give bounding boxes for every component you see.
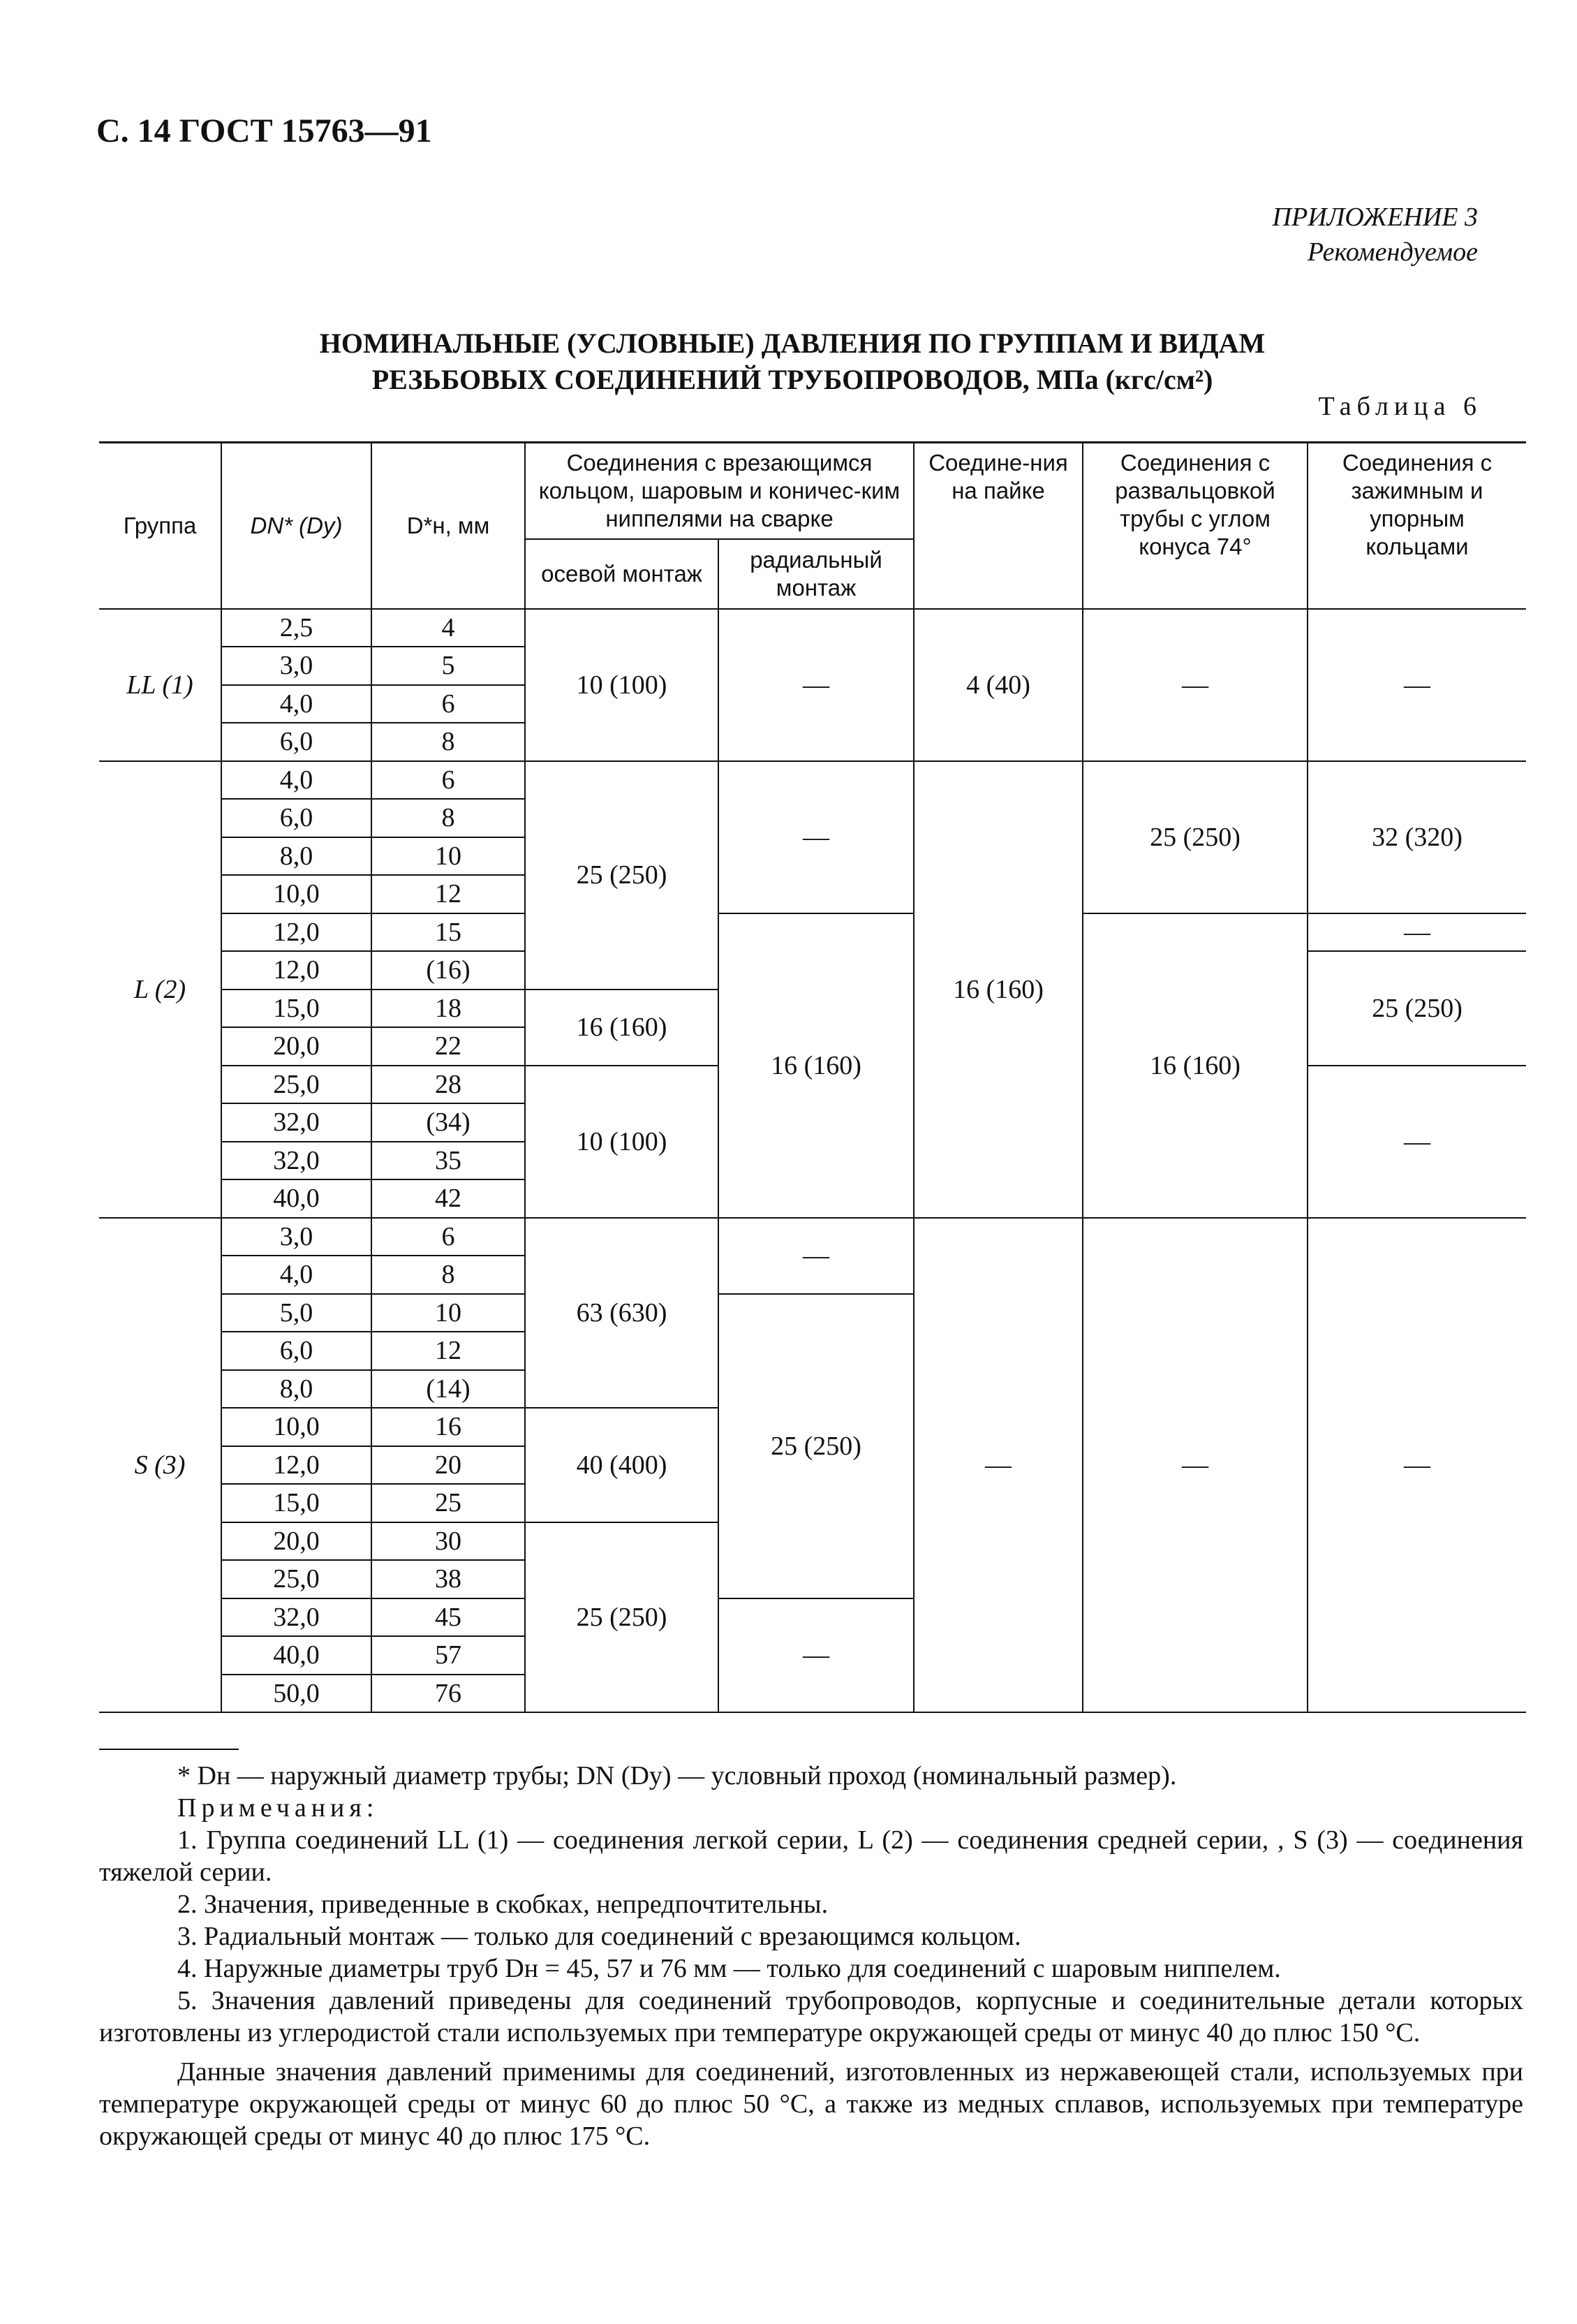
- header-dn: DN* (Dy): [221, 443, 371, 609]
- note-4: 4. Наружные диаметры труб Dн = 45, 57 и 76 мм — только для соединений с шаровым ниппелем.: [177, 1954, 1281, 1983]
- dn-cell: 10,0: [221, 1408, 371, 1446]
- dn-cell: 2,5: [221, 609, 371, 647]
- dh-cell: 35: [371, 1142, 525, 1180]
- dn-cell: 12,0: [221, 1446, 371, 1485]
- notes-heading: Примечания:: [177, 1793, 379, 1823]
- dn-cell: 10,0: [221, 875, 371, 913]
- dn-cell: 20,0: [221, 1522, 371, 1561]
- l-clamp-3: 25 (250): [1308, 951, 1526, 1066]
- dn-cell: 25,0: [221, 1560, 371, 1598]
- l-radial-2: 16 (160): [718, 913, 914, 1218]
- notes-section: [99, 1760, 1523, 2152]
- l-axial-1: 25 (250): [525, 761, 718, 990]
- dn-cell: 5,0: [221, 1294, 371, 1332]
- l-flare-1: 25 (250): [1083, 761, 1308, 913]
- dh-cell: 6: [371, 761, 525, 800]
- dh-cell: 10: [371, 837, 525, 876]
- header-axial: осевой монтаж: [525, 539, 718, 609]
- footnote-rule: [99, 1749, 239, 1750]
- header-clamp-ring: Соединения с зажимным и упорным кольцами: [1308, 443, 1526, 609]
- s-axial-1: 63 (630): [525, 1218, 718, 1409]
- s-radial-1: —: [718, 1218, 914, 1294]
- note-1: 1. Группа соединений LL (1) — соединения легкой серии, L (2) — соединения средней серии, , S (3) — соединения тяжелой серии.: [99, 1825, 1523, 1887]
- dh-cell: 6: [371, 685, 525, 723]
- dh-cell: 45: [371, 1598, 525, 1637]
- ll-axial: 10 (100): [525, 609, 718, 761]
- group-ll: LL (1): [99, 609, 221, 761]
- group-l: L (2): [99, 761, 221, 1218]
- dn-cell: 40,0: [221, 1179, 371, 1218]
- dn-cell: 12,0: [221, 951, 371, 990]
- dh-cell: 8: [371, 799, 525, 837]
- dh-cell: 5: [371, 647, 525, 685]
- table-row: [99, 913, 1526, 952]
- dn-cell: 50,0: [221, 1675, 371, 1713]
- header-ring-connections: Соединения с врезающимся кольцом, шаровым и коничес-ким ниппелями на сварке: [525, 443, 914, 539]
- dn-cell: 15,0: [221, 1484, 371, 1522]
- dh-cell: 28: [371, 1066, 525, 1104]
- dh-cell: 8: [371, 1256, 525, 1294]
- appendix-block: [1273, 200, 1478, 270]
- ll-solder: 4 (40): [914, 609, 1083, 761]
- dh-cell: 76: [371, 1675, 525, 1713]
- table-row: [99, 761, 1526, 800]
- dn-cell: 32,0: [221, 1598, 371, 1637]
- title-line-2: РЕЗЬБОВЫХ СОЕДИНЕНИЙ ТРУБОПРОВОДОВ, МПа (кгс/см²): [371, 364, 1213, 395]
- footnote: * Dн — наружный диаметр трубы; DN (Dy) — условный проход (номинальный размер).: [177, 1761, 1177, 1790]
- l-axial-3: 10 (100): [525, 1066, 718, 1218]
- dh-cell: 12: [371, 1332, 525, 1370]
- dh-cell: 10: [371, 1294, 525, 1332]
- dh-cell: (16): [371, 951, 525, 990]
- dh-cell: 30: [371, 1522, 525, 1561]
- l-flare-2: 16 (160): [1083, 913, 1308, 1218]
- l-radial-1: —: [718, 761, 914, 913]
- dh-cell: (14): [371, 1370, 525, 1409]
- dh-cell: 25: [371, 1484, 525, 1522]
- appendix-subtitle: Рекомендуемое: [1307, 237, 1478, 267]
- s-clamp: —: [1308, 1218, 1526, 1713]
- dn-cell: 20,0: [221, 1027, 371, 1066]
- dh-cell: 38: [371, 1560, 525, 1598]
- s-radial-3: —: [718, 1598, 914, 1713]
- s-radial-2: 25 (250): [718, 1294, 914, 1598]
- s-axial-3: 25 (250): [525, 1522, 718, 1713]
- table-row: [99, 609, 1526, 647]
- table-label: Таблица 6: [1318, 392, 1482, 421]
- dn-cell: 4,0: [221, 685, 371, 723]
- l-axial-2: 16 (160): [525, 990, 718, 1066]
- ll-radial: —: [718, 609, 914, 761]
- note-3: 3. Радиальный монтаж — только для соединений с врезающимся кольцом.: [177, 1922, 1021, 1951]
- dh-cell: 4: [371, 609, 525, 647]
- dh-cell: 57: [371, 1636, 525, 1675]
- dh-cell: 15: [371, 913, 525, 952]
- table-row: [99, 1218, 1526, 1256]
- dh-cell: (34): [371, 1103, 525, 1142]
- dh-cell: 18: [371, 990, 525, 1028]
- dn-cell: 6,0: [221, 723, 371, 761]
- dn-cell: 12,0: [221, 913, 371, 952]
- l-clamp-4: —: [1308, 1066, 1526, 1218]
- s-solder: —: [914, 1218, 1083, 1713]
- dn-cell: 15,0: [221, 990, 371, 1028]
- ll-clamp: —: [1308, 609, 1526, 761]
- dh-cell: 8: [371, 723, 525, 761]
- header-flared: Соединения с развальцовкой трубы с углом конуса 74°: [1083, 443, 1308, 609]
- dn-cell: 40,0: [221, 1636, 371, 1675]
- dn-cell: 6,0: [221, 799, 371, 837]
- dn-cell: 4,0: [221, 761, 371, 800]
- l-solder: 16 (160): [914, 761, 1083, 1218]
- appendix-title: ПРИЛОЖЕНИЕ 3: [1272, 203, 1478, 232]
- dn-cell: 32,0: [221, 1103, 371, 1142]
- pressure-table: [99, 441, 1526, 1713]
- header-group: Группа: [99, 443, 221, 609]
- dn-cell: 4,0: [221, 1256, 371, 1294]
- document-title: [105, 325, 1480, 398]
- ll-flare: —: [1083, 609, 1308, 761]
- page-header: С. 14 ГОСТ 15763—91: [96, 112, 432, 149]
- dn-cell: 25,0: [221, 1066, 371, 1104]
- dh-cell: 20: [371, 1446, 525, 1485]
- dh-cell: 12: [371, 875, 525, 913]
- dh-cell: 16: [371, 1408, 525, 1446]
- note-6: Данные значения давлений применимы для соединений, изготовленных из нержавеющей стали, используемых при температуре окружающей среды от минус 60 до плюс 50 °С, а также из медных сплавов, используемых при температуре окружающей среды от минус 40 до плюс 175 °С.: [99, 2057, 1523, 2151]
- l-clamp-1: 32 (320): [1308, 761, 1526, 913]
- dn-cell: 32,0: [221, 1142, 371, 1180]
- dh-cell: 6: [371, 1218, 525, 1256]
- dn-cell: 8,0: [221, 837, 371, 876]
- note-5: 5. Значения давлений приведены для соединений трубопроводов, корпусные и соединительные детали которых изготовлены из углеродистой стали используемых при температуре окружающей среды от минус 40 до плюс 150 °С.: [99, 1986, 1523, 2047]
- dh-cell: 22: [371, 1027, 525, 1066]
- dn-cell: 6,0: [221, 1332, 371, 1370]
- dn-cell: 8,0: [221, 1370, 371, 1409]
- l-clamp-2: —: [1308, 913, 1526, 952]
- dn-cell: 3,0: [221, 1218, 371, 1256]
- s-axial-2: 40 (400): [525, 1408, 718, 1522]
- group-s: S (3): [99, 1218, 221, 1713]
- note-2: 2. Значения, приведенные в скобках, непредпочтительны.: [177, 1890, 829, 1919]
- dh-cell: 42: [371, 1179, 525, 1218]
- title-line-1: НОМИНАЛЬНЫЕ (УСЛОВНЫЕ) ДАВЛЕНИЯ ПО ГРУППАМ И ВИДАМ: [319, 328, 1266, 359]
- dn-cell: 3,0: [221, 647, 371, 685]
- header-dh: D*н, мм: [371, 443, 525, 609]
- header-radial: радиальный монтаж: [718, 539, 914, 609]
- s-flare: —: [1083, 1218, 1308, 1713]
- header-soldered: Соедине-ния на пайке: [914, 443, 1083, 609]
